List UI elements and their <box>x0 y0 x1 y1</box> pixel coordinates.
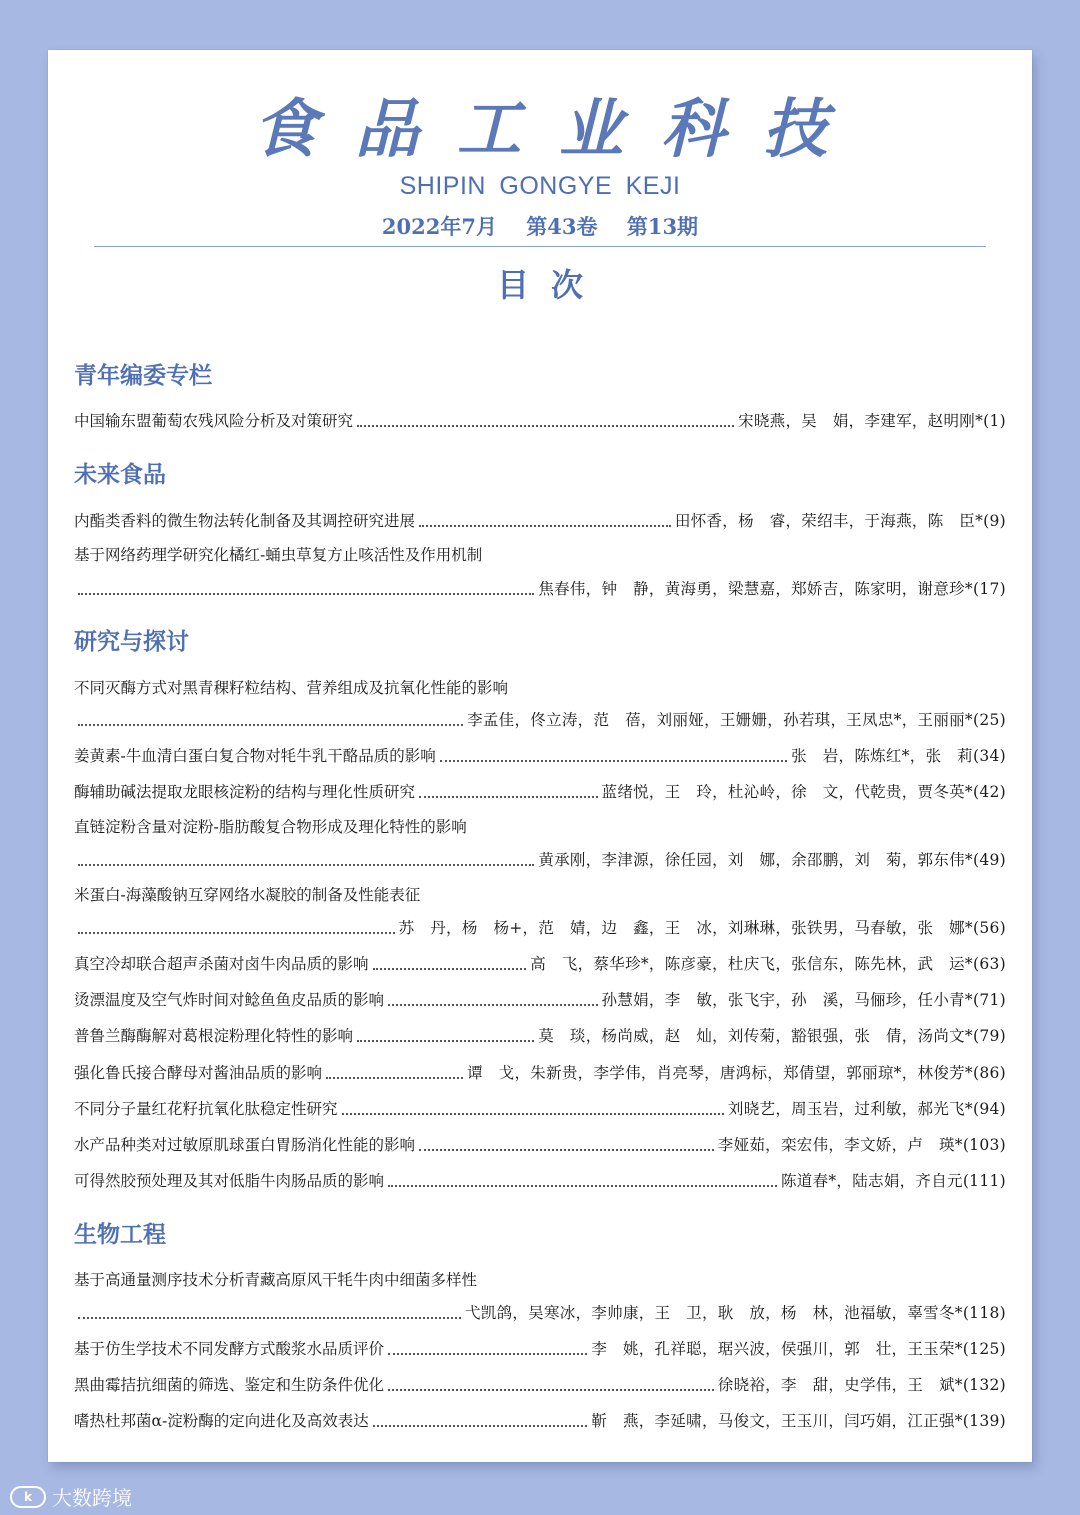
article-title: 中国输东盟葡萄农残风险分析及对策研究 <box>74 412 354 430</box>
article-authors: 陈道春*，陆志娟，齐自元(111) <box>780 1172 1006 1190</box>
journal-page <box>48 50 1032 1462</box>
section-title: 生物工程 <box>74 1221 166 1248</box>
toc-entry[interactable] <box>74 405 1006 431</box>
article-title: 可得然胶预处理及其对低脂牛肉肠品质的影响 <box>74 1172 385 1190</box>
article-authors: 宋晓燕，吴 娟，李建军，赵明刚*(1) <box>738 412 1006 430</box>
leader-dots <box>373 967 527 970</box>
toc-entry-continuation <box>74 912 1006 938</box>
article-title: 普鲁兰酶酶解对葛根淀粉理化特性的影响 <box>74 1027 354 1045</box>
article-authors: 高 飞，蔡华珍*，陈彦豪，杜庆飞，张信东，陈先林，武 运*(63) <box>530 955 1006 973</box>
watermark-text: 大数跨境 <box>52 1486 132 1510</box>
toc-entry[interactable] <box>74 776 1006 802</box>
article-authors: 孙慧娟，李 敏，张飞宇，孙 溪，马俪珍，任小青*(71) <box>601 991 1006 1009</box>
article-authors: 苏 丹，杨 杨+，范 婧，边 鑫，王 冰，刘琳琳，张铁男，马春敏，张 娜*(56) <box>398 919 1006 937</box>
leader-dots <box>419 524 671 527</box>
toc-entry[interactable] <box>74 984 1006 1010</box>
toc-entry[interactable] <box>74 505 1006 531</box>
article-authors: 张 岩，陈炼红*，张 莉(34) <box>791 747 1006 765</box>
article-title: 基于网络药理学研究化橘红-蛹虫草复方止咳活性及作用机制 <box>74 546 483 564</box>
toc-entry[interactable] <box>74 1405 1006 1431</box>
toc-entry[interactable] <box>74 1057 1006 1083</box>
leader-dots <box>388 1352 587 1355</box>
article-title: 黑曲霉拮抗细菌的筛选、鉴定和生防条件优化 <box>74 1376 385 1394</box>
article-title: 不同灭酶方式对黑青稞籽粒结构、营养组成及抗氧化性能的影响 <box>74 679 509 697</box>
section-title: 未来食品 <box>74 461 166 488</box>
watermark-logo-icon: k <box>10 1486 46 1508</box>
toc-entry[interactable] <box>74 811 1006 837</box>
leader-dots <box>357 424 734 427</box>
article-title: 强化鲁氏接合酵母对酱油品质的影响 <box>74 1064 323 1082</box>
toc-heading: 目次 <box>496 266 605 304</box>
article-authors: 莫 琰，杨尚威，赵 灿，刘传菊，豁银强，张 倩，汤尚文*(79) <box>538 1027 1006 1045</box>
journal-title-cn: 食品工业科技 <box>253 92 865 167</box>
toc-entry[interactable] <box>74 1264 1006 1290</box>
toc-entry[interactable] <box>74 1333 1006 1359</box>
issue-info: 2022年7月 第43卷 第13期 <box>381 214 699 239</box>
article-authors: 焦春伟，钟 静，黄海勇，梁慧嘉，郑娇吉，陈家明，谢意珍*(17) <box>538 580 1006 598</box>
article-title: 基于仿生学技术不同发酵方式酸浆水品质评价 <box>74 1340 385 1358</box>
leader-dots <box>78 863 534 866</box>
toc-entry[interactable] <box>74 672 1006 698</box>
article-title: 水产品种类对过敏原肌球蛋白胃肠消化性能的影响 <box>74 1136 416 1154</box>
leader-dots <box>357 1039 534 1042</box>
leader-dots <box>440 759 787 762</box>
leader-dots <box>373 1424 588 1427</box>
leader-dots <box>388 1388 714 1391</box>
article-title: 嗜热杜邦菌α-淀粉酶的定向进化及高效表达 <box>74 1412 369 1430</box>
journal-title-en: SHIPIN GONGYE KEJI <box>399 172 681 200</box>
article-authors: 靳 燕，李延啸，马俊文，王玉川，闫巧娟，江正强*(139) <box>591 1412 1006 1430</box>
leader-dots <box>388 1003 598 1006</box>
article-authors: 谭 戈，朱新贵，李学伟，肖亮琴，唐鸿标，郑倩望，郭丽琼*，林俊芳*(86) <box>467 1064 1006 1082</box>
toc-entry[interactable] <box>74 1093 1006 1119</box>
article-title: 直链淀粉含量对淀粉-脂肪酸复合物形成及理化特性的影响 <box>74 818 467 836</box>
leader-dots <box>419 1148 714 1151</box>
article-authors: 黄承刚，李津源，徐任园，刘 娜，余邵鹏，刘 菊，郭东伟*(49) <box>538 851 1006 869</box>
toc-entry-continuation <box>74 1297 1006 1323</box>
toc-entry[interactable] <box>74 879 1006 905</box>
article-authors: 刘晓艺，周玉岩，过利敏，郝光飞*(94) <box>727 1100 1006 1118</box>
section-title: 研究与探讨 <box>74 628 189 655</box>
leader-dots <box>326 1076 463 1079</box>
article-title: 基于高通量测序技术分析青藏高原风干牦牛肉中细菌多样性 <box>74 1271 478 1289</box>
article-title: 烫漂温度及空气炸时间对鲶鱼鱼皮品质的影响 <box>74 991 385 1009</box>
leader-dots <box>419 795 598 798</box>
toc-entry[interactable] <box>74 1369 1006 1395</box>
article-authors: 徐晓裕，李 甜，史学伟，王 斌*(132) <box>717 1376 1006 1394</box>
leader-dots <box>388 1184 777 1187</box>
leader-dots <box>78 723 463 726</box>
article-authors: 蓝绪悦，王 玲，杜沁岭，徐 文，代乾贵，贾冬英*(42) <box>601 783 1006 801</box>
article-title: 米蛋白-海藻酸钠互穿网络水凝胶的制备及性能表征 <box>74 886 421 904</box>
leader-dots <box>342 1112 724 1115</box>
toc-entry-continuation <box>74 844 1006 870</box>
toc-entry-continuation <box>74 573 1006 599</box>
article-authors: 李 姚，孔祥聪，琚兴波，侯强川，郭 壮，王玉荣*(125) <box>591 1340 1006 1358</box>
article-title: 内酯类香料的微生物法转化制备及其调控研究进展 <box>74 512 416 530</box>
article-authors: 弋凯鸽，吴寒冰，李帅康，王 卫，耿 放，杨 林，池福敏，辜雪冬*(118) <box>464 1304 1006 1322</box>
article-authors: 李娅茹，栾宏伟，李文娇，卢 瑛*(103) <box>717 1136 1006 1154</box>
toc-entry[interactable] <box>74 1020 1006 1046</box>
watermark <box>10 1482 132 1511</box>
article-title: 不同分子量红花籽抗氧化肽稳定性研究 <box>74 1100 338 1118</box>
article-title: 真空冷却联合超声杀菌对卤牛肉品质的影响 <box>74 955 369 973</box>
masthead <box>48 90 1032 241</box>
toc-entry-continuation <box>74 704 1006 730</box>
leader-dots <box>78 1316 461 1319</box>
header-divider <box>94 246 986 247</box>
article-title: 姜黄素-牛血清白蛋白复合物对牦牛乳干酪品质的影响 <box>74 747 436 765</box>
toc-entry[interactable] <box>74 948 1006 974</box>
article-title: 酶辅助碱法提取龙眼核淀粉的结构与理化性质研究 <box>74 783 416 801</box>
leader-dots <box>78 931 395 934</box>
article-authors: 田怀香，杨 睿，荣绍丰，于海燕，陈 臣*(9) <box>674 512 1006 530</box>
section-title: 青年编委专栏 <box>74 362 212 389</box>
toc-entry[interactable] <box>74 1165 1006 1191</box>
article-authors: 李孟佳，佟立涛，范 蓓，刘丽娅，王姗姗，孙若琪，王凤忠*，王丽丽*(25) <box>467 711 1006 729</box>
toc-entry[interactable] <box>74 539 1006 565</box>
leader-dots <box>78 592 534 595</box>
toc-entry[interactable] <box>74 1129 1006 1155</box>
toc-entry[interactable] <box>74 740 1006 766</box>
